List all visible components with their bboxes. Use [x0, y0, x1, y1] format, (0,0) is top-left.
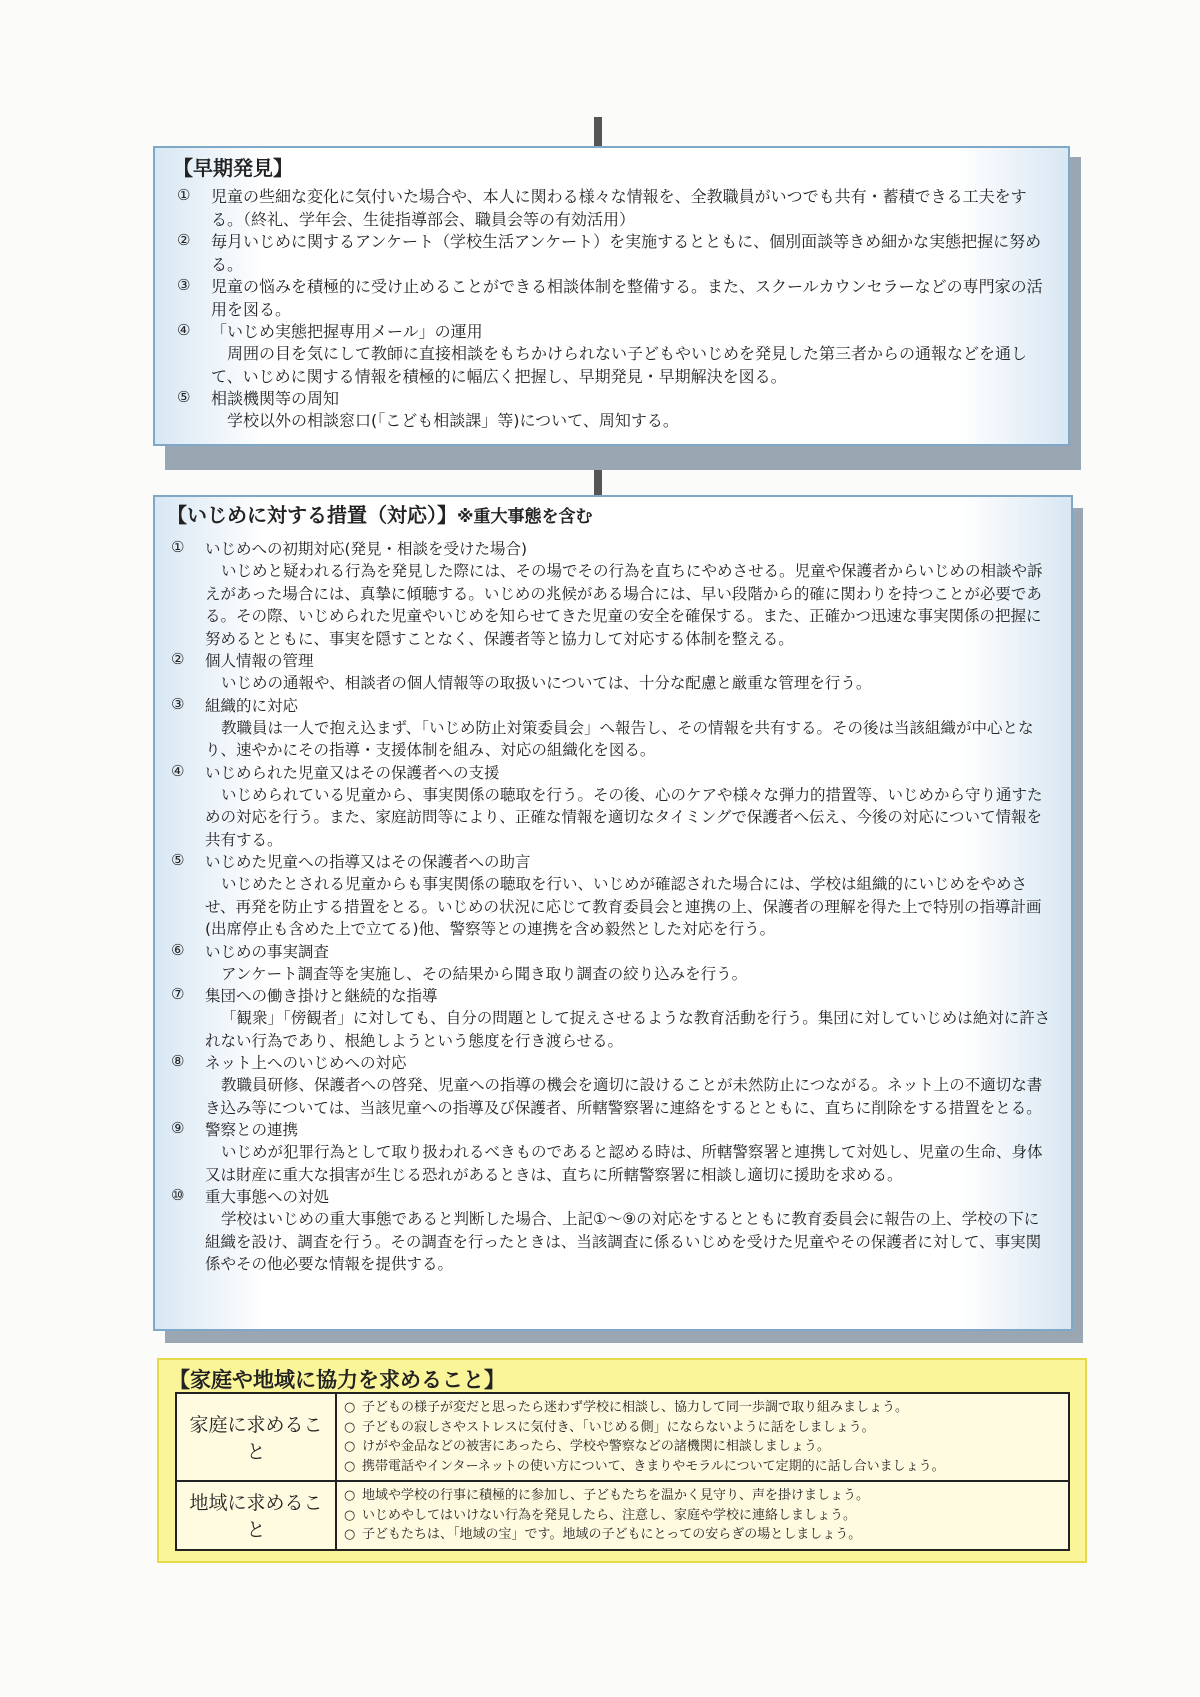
measures-item-number: ⑩ [171, 1186, 185, 1204]
measures-item-body: 教職員は一人で抱え込まず、「いじめ防止対策委員会」へ報告し、その情報を共有する。その後は当該組織が中心となり、速やかにその指導・支援体制を組み、対応の組織化を図る。 [205, 718, 1034, 759]
measures-item-number: ⑦ [171, 985, 185, 1003]
circle-bullet-icon: ○ [344, 1419, 356, 1435]
measures-item-heading: ネット上へのいじめへの対応 [205, 1054, 407, 1072]
measures-item [167, 695, 1053, 762]
family-table-row [176, 1393, 1069, 1481]
family-bullet-item [344, 1525, 1061, 1545]
early-item-number: ④ [177, 321, 191, 339]
measures-item-heading: いじめられた児童又はその保護者への支援 [205, 763, 500, 782]
measures-item-body: 「観衆」「傍観者」に対しても、自分の問題として捉えさせるような教育活動を行う。集団に対していじめは絶対に許されない行為であり、根絶しようという態度を行き渡らせる。 [205, 1009, 1051, 1050]
measures-panel [153, 495, 1073, 1331]
early-item-body: 周囲の目を気にして教師に直接相談をもちかけられない子どもやいじめを発見した第三者からの通報などを通して、いじめに関する情報を積極的に幅広く把握し、早期発見・早期解決を図る。 [211, 344, 1028, 386]
early-detection-panel [153, 146, 1070, 446]
family-bullet-item [344, 1418, 1061, 1438]
family-bullet-item [344, 1506, 1061, 1526]
family-bullet-text: 子どもの寂しさやストレスに気付き、「いじめる側」にならないように話をしましょう。 [362, 1419, 875, 1435]
measures-item-heading: いじめの事実調査 [205, 942, 330, 961]
measures-item [167, 1119, 1053, 1186]
circle-bullet-icon: ○ [344, 1439, 356, 1454]
family-bullet-text: けがや金品などの被害にあったら、学校や警察などの諸機関に相談しましょう。 [362, 1439, 830, 1454]
family-bullet-item [344, 1398, 1061, 1418]
early-item-number: ③ [177, 276, 191, 294]
measures-item [167, 538, 1053, 650]
early-detection-title: 【早期発見】 [173, 156, 293, 180]
early-item [173, 276, 1056, 321]
early-item [173, 388, 1056, 433]
early-detection-list [173, 186, 1056, 433]
measures-item [167, 650, 1053, 695]
family-bullet-item [344, 1437, 1061, 1457]
measures-item-number: ⑧ [171, 1052, 185, 1070]
family-row-content [336, 1481, 1069, 1550]
early-item-number: ① [177, 186, 191, 204]
early-item [173, 186, 1056, 231]
measures-subtitle: ※重大事態を含む [457, 507, 593, 527]
early-item [173, 231, 1056, 276]
circle-bullet-icon: ○ [344, 1488, 356, 1503]
circle-bullet-icon: ○ [344, 1458, 356, 1474]
measures-item [167, 985, 1053, 1052]
family-table-row [176, 1481, 1069, 1550]
measures-item-body: 学校はいじめの重大事態であると判断した場合、上記①～⑨の対応をするとともに教育委員会に報告の上、学校の下に組織を設け、調査を行う。その調査を行ったときは、当該調査に係るいじめを受けた児童やその保護者に対して、事実関係やその他必要な情報を提供する。 [205, 1210, 1042, 1273]
family-community-table [175, 1392, 1070, 1551]
family-bullet-item [344, 1457, 1061, 1477]
measures-item-body: いじめたとされる児童からも事実関係の聴取を行い、いじめが確認された場合には、学校は組織的にいじめをやめさせ、再発を防止する措置をとる。いじめの状況に応じて教育委員会と連携の上、保護者の理解を得た上で特別の指導計画(出席停止も含めた上で立てる)他、警察等との連携を含め毅然とした対応を行う。 [205, 875, 1042, 938]
measures-item-number: ⑨ [171, 1119, 185, 1137]
measures-item-body: いじめと疑われる行為を発見した際には、その場でその行為を直ちにやめさせる。児童や保護者からいじめの相談や訴えがあった場合には、真摯に傾聴する。いじめの兆候がある場合には、早い段階から的確に関わりを持つことが必要である。その際、いじめられた児童やいじめを知らせてきた児童の安全を確保する。また、正確かつ迅速な事実関係の把握に努めるとともに、事実を隠すことなく、保護者等と協力して対応する体制を整える。 [205, 562, 1043, 648]
family-row-label: 家庭に求めること [176, 1393, 336, 1481]
measures-title-main: 【いじめに対する措置（対応）】 [167, 503, 457, 527]
measures-item-body: いじめが犯罪行為として取り扱われるべきものであると認める時は、所轄警察署と連携して対処し、児童の生命、身体又は財産に重大な損害が生じる恐れがあるときは、直ちに所轄警察署に相談し適切に援助を求める。 [205, 1143, 1043, 1184]
measures-item-heading: 警察との連携 [205, 1121, 299, 1139]
measures-item [167, 851, 1053, 941]
measures-item-number: ④ [171, 761, 185, 780]
measures-item-body: いじめられている児童から、事実関係の聴取を行う。その後、心のケアや様々な弾力的措置等、いじめから守り通すための対応を行う。また、家庭訪問等により、正確な情報を適切なタイミングで保護者へ伝え、今後の対応について情報を共有する。 [205, 785, 1043, 849]
family-bullet-list [338, 1395, 1067, 1479]
early-item-body: 毎月いじめに関するアンケート（学校生活アンケート）を実施するとともに、個別面談等きめ細かな実態把握に努める。 [211, 232, 1042, 274]
measures-item-number: ⑤ [171, 851, 185, 869]
family-bullet-text: 子どもの様子が変だと思ったら迷わず学校に相談し、協力して同一歩調で取り組みましょう。 [362, 1400, 909, 1415]
measures-item-heading: 重大事態への対処 [205, 1188, 330, 1206]
measures-item-body: いじめの通報や、相談者の個人情報等の取扱いについては、十分な配慮と厳重な管理を行う。 [221, 674, 872, 692]
circle-bullet-icon: ○ [344, 1507, 356, 1523]
early-item [173, 321, 1056, 388]
measures-item [167, 1186, 1053, 1276]
family-bullet-text: 地域や学校の行事に積極的に参加し、子どもたちを温かく見守り、声を掛けましょう。 [362, 1488, 870, 1503]
family-community-title: 【家庭や地域に協力を求めること】 [169, 1368, 505, 1392]
family-bullet-text: いじめやしてはいけない行為を発見したら、注意し、家庭や学校に連絡しましょう。 [362, 1507, 857, 1523]
measures-list [167, 538, 1053, 1276]
measures-item-body: アンケート調査等を実施し、その結果から聞き取り調査の絞り込みを行う。 [221, 964, 748, 983]
measures-item [167, 762, 1053, 852]
measures-item [167, 1052, 1053, 1119]
measures-item-heading: いじめた児童への指導又はその保護者への助言 [205, 853, 531, 871]
measures-item-heading: 組織的に対応 [205, 696, 299, 715]
measures-item [167, 941, 1053, 986]
family-row-content [336, 1393, 1069, 1481]
early-item-number: ② [177, 231, 191, 249]
measures-item-number: ② [171, 650, 185, 668]
measures-item-heading: いじめへの初期対応(発見・相談を受けた場合) [205, 540, 528, 558]
circle-bullet-icon: ○ [344, 1527, 356, 1542]
family-bullet-text: 携帯電話やインターネットの使い方について、きまりやモラルについて定期的に話し合いましょう。 [362, 1458, 945, 1474]
measures-item-heading: 集団への働き掛けと継続的な指導 [205, 987, 438, 1005]
measures-item-number: ③ [171, 694, 185, 713]
measures-title [167, 499, 1053, 528]
early-item-body: 学校以外の相談窓口(「こども相談課」等)について、周知する。 [227, 411, 679, 430]
family-bullet-list [338, 1483, 1067, 1548]
early-item-heading: 相談機関等の周知 [211, 389, 340, 408]
circle-bullet-icon: ○ [344, 1400, 356, 1415]
early-item-number: ⑤ [177, 388, 191, 406]
early-item-body: 児童の悩みを積極的に受け止めることができる相談体制を整備する。また、スクールカウンセラーなどの専門家の活用を図る。 [211, 277, 1043, 319]
early-item-heading: 「いじめ実態把握専用メール」の運用 [211, 322, 483, 341]
family-row-label: 地域に求めること [176, 1481, 336, 1550]
measures-item-number: ① [171, 538, 185, 556]
family-bullet-text: 子どもたちは、「地域の宝」です。地域の子どもにとっての安らぎの場としましょう。 [362, 1527, 862, 1542]
top-connector [594, 117, 602, 149]
family-bullet-item [344, 1486, 1061, 1506]
family-community-box [157, 1358, 1087, 1563]
measures-item-heading: 個人情報の管理 [205, 652, 314, 670]
measures-item-number: ⑥ [171, 940, 185, 959]
measures-item-body: 教職員研修、保護者への啓発、児童への指導の機会を適切に設けることが未然防止につながる。ネット上の不適切な書き込み等については、当該児童への指導及び保護者、所轄警察署に連絡をするとともに、直ちに削除をする措置をとる。 [205, 1076, 1043, 1117]
early-item-body: 児童の些細な変化に気付いた場合や、本人に関わる様々な情報を、全教職員がいつでも共有・蓄積できる工夫をする。（終礼、学年会、生徒指導部会、職員会等の有効活用） [211, 187, 1027, 229]
